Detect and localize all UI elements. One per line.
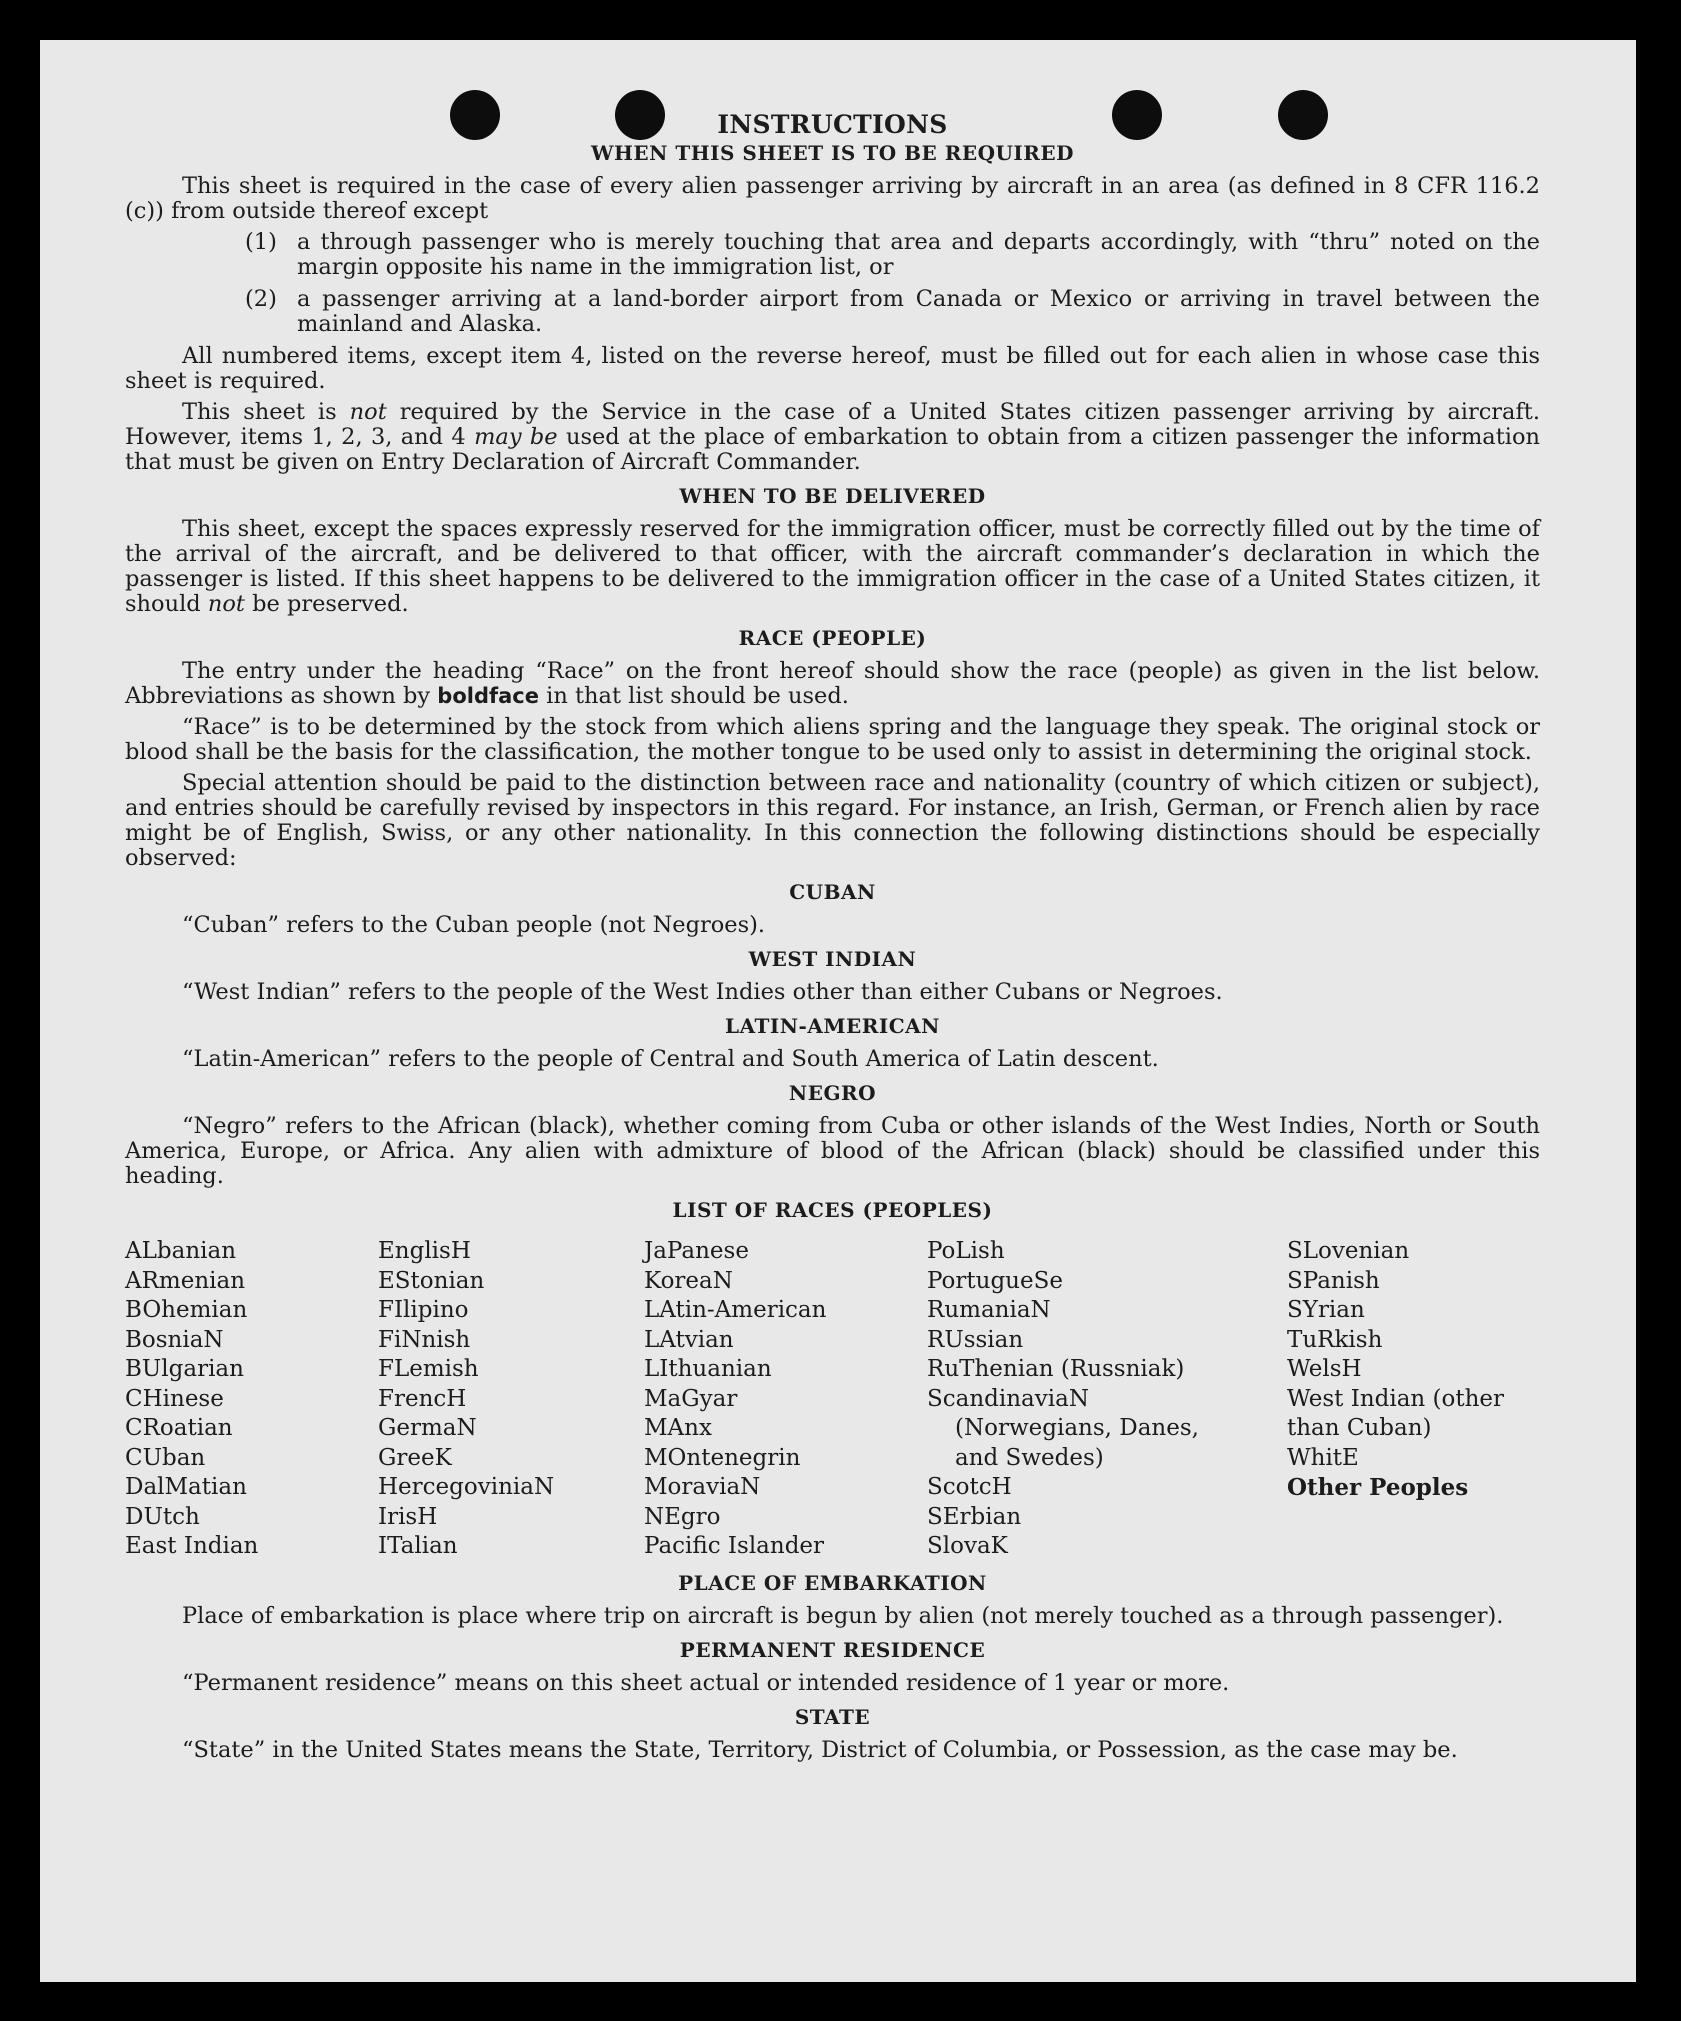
paragraph: “Permanent residence” means on this sheet actual or intended residence of 1 year or more. — [182, 1669, 1230, 1696]
race-item: SYrian — [1287, 1297, 1365, 1323]
race-item: RumaniaN — [927, 1297, 1051, 1323]
paragraph — [125, 659, 1540, 709]
paragraph: “West Indian” refers to the people of the West Indies other than either Cubans or Negroes. — [182, 979, 1223, 1005]
race-item: RuThenian (Russniak) — [927, 1356, 1185, 1382]
paragraph: “State” in the United States means the State, Territory, District of Columbia, or Possession, as the case may be. — [182, 1736, 1458, 1763]
text-run: be preserved. — [244, 591, 409, 617]
race-item: IrisH — [378, 1503, 438, 1530]
section-heading: PERMANENT RESIDENCE — [679, 1637, 986, 1662]
section-heading: LIST OF RACES (PEOPLES) — [672, 1198, 993, 1222]
list-item — [245, 287, 1540, 337]
race-item: LAtvian — [644, 1326, 734, 1353]
race-item: East Indian — [125, 1533, 259, 1559]
race-item: ARmenian — [125, 1267, 246, 1294]
section-heading: PLACE OF EMBARKATION — [678, 1570, 987, 1595]
race-item: CRoatian — [125, 1415, 233, 1441]
race-item: WelsH — [1287, 1356, 1362, 1382]
race-item: MOntenegrin — [644, 1444, 801, 1471]
race-item: WhitE — [1287, 1444, 1359, 1471]
race-list — [125, 1237, 1540, 1562]
item-text: a passenger arriving at a land-border airport from Canada or Mexico or arriving in travel between the mainland and Alaska. — [297, 286, 1540, 337]
race-item: MaGyar — [644, 1385, 738, 1412]
paragraph: Place of embarkation is place where trip on aircraft is begun by alien (not merely touched as a through passenger). — [182, 1602, 1504, 1629]
race-item: SErbian — [927, 1503, 1022, 1530]
race-item: Pacific Islander — [644, 1533, 825, 1559]
race-item: FLemish — [378, 1356, 479, 1382]
race-item: FIlipino — [378, 1297, 469, 1323]
italic-text: not — [349, 399, 387, 425]
race-column — [1287, 1237, 1540, 1562]
text-run: required by the Service in the case of a United States citizen passenger arriving by aircraft. However, items 1, 2, 3, and 4 — [125, 399, 1540, 450]
race-item: GreeK — [378, 1444, 452, 1471]
section-heading: WHEN THIS SHEET IS TO BE REQUIRED — [591, 141, 1074, 165]
race-column — [644, 1237, 927, 1562]
race-item: NEgro — [644, 1503, 721, 1530]
race-item: SPanish — [1287, 1267, 1380, 1294]
document-page — [40, 40, 1636, 1982]
race-item: BosniaN — [125, 1326, 224, 1353]
race-item: SLovenian — [1287, 1238, 1410, 1264]
list-item — [245, 230, 1540, 280]
race-item: DalMatian — [125, 1474, 247, 1500]
race-item: HercegoviniaN — [378, 1474, 555, 1500]
race-item: ITalian — [378, 1533, 458, 1559]
paragraph: “Race” is to be determined by the stock from which aliens spring and the language they speak. The original stock or blood shall be the basis for the classification, the mother tongue to be used only to assist in determining the original stock. — [125, 714, 1540, 765]
race-item: Other Peoples — [1287, 1474, 1469, 1501]
race-item: KoreaN — [644, 1267, 733, 1294]
text-run: used at the place of embarkation to obtain from a citizen passenger the information that must be given on Entry Declaration of Aircraft Commander. — [125, 424, 1540, 475]
race-item: EStonian — [378, 1267, 485, 1294]
italic-text: may be — [474, 424, 558, 450]
race-item: DUtch — [125, 1503, 200, 1530]
race-item: CUban — [125, 1444, 206, 1471]
race-item: MAnx — [644, 1415, 712, 1441]
paragraph: All numbered items, except item 4, listed on the reverse hereof, must be filled out for each alien in whose case this sheet is required. — [125, 343, 1540, 394]
paragraph: “Latin-American” refers to the people of Central and South America of Latin descent. — [182, 1046, 1159, 1072]
race-item: BOhemian — [125, 1297, 248, 1323]
race-item: ScotcH — [927, 1474, 1012, 1500]
page-title: INSTRUCTIONS — [717, 110, 948, 139]
paragraph: This sheet is required in the case of every alien passenger arriving by aircraft in an area (as defined in 8 CFR 116.2 (c)) from outside thereof except — [125, 173, 1540, 224]
race-item: EnglisH — [378, 1238, 471, 1264]
race-item: FrencH — [378, 1385, 467, 1412]
race-item: JaPanese — [644, 1238, 749, 1264]
section-heading: NEGRO — [788, 1081, 877, 1105]
text-run: This sheet is — [182, 399, 350, 425]
section-heading: WHEN TO BE DELIVERED — [679, 484, 986, 508]
item-number: (2) — [245, 286, 277, 312]
race-item: MoraviaN — [644, 1474, 761, 1500]
section-heading: RACE (PEOPLE) — [738, 626, 927, 650]
race-item: FiNnish — [378, 1326, 471, 1353]
section-heading: STATE — [794, 1704, 871, 1729]
race-item: RUssian — [927, 1326, 1024, 1353]
text-run: This sheet, except the spaces expressly reserved for the immigration officer, must be correctly filled out by the time of the arrival of the aircraft, and be delivered to that officer, with the aircraft commander’s declaration in which the passenger is listed. If this sheet happens to be delivered to the immigration officer in the case of a United States citizen, it should — [125, 516, 1540, 617]
bold-text: boldface — [437, 684, 539, 708]
section-heading: WEST INDIAN — [748, 947, 917, 971]
race-item: GermaN — [378, 1415, 477, 1441]
italic-text: not — [207, 591, 245, 617]
text-run: The entry under the heading “Race” on the front hereof should show the race (people) as given in the list below. Abbreviations as shown by — [125, 658, 1540, 709]
paragraph: “Cuban” refers to the Cuban people (not Negroes). — [182, 912, 766, 938]
paragraph: “Negro” refers to the African (black), whether coming from Cuba or other islands of the West Indies, North or South America, Europe, or Africa. Any alien with admixture of blood of the African (black) should be classified under this heading. — [125, 1113, 1540, 1189]
race-item: BUlgarian — [125, 1356, 244, 1382]
race-item: West Indian (other than Cuban) — [1287, 1385, 1505, 1441]
text-run: in that list should be used. — [539, 683, 849, 709]
race-item: SlovaK — [927, 1533, 1008, 1559]
race-item: ALbanian — [125, 1238, 237, 1264]
item-number: (1) — [245, 229, 277, 255]
race-item: PortugueSe — [927, 1267, 1063, 1294]
race-item: LAtin-American — [644, 1297, 827, 1323]
race-item: CHinese — [125, 1385, 224, 1412]
paragraph — [125, 517, 1540, 617]
race-item: ScandinaviaN (Norwegians, Danes, and Swedes) — [927, 1385, 1199, 1471]
paragraph: Special attention should be paid to the distinction between race and nationality (country of which citizen or subject), and entries should be carefully revised by inspectors in this regard. For instance, an Irish, German, or French alien by race might be of English, Swiss, or any other nationality. In this connection the following distinctions should be especially observed: — [125, 770, 1540, 871]
instructions-body — [125, 112, 1540, 1769]
race-item: LIthuanian — [644, 1356, 772, 1382]
race-item: PoLish — [927, 1238, 1005, 1264]
race-column — [125, 1237, 378, 1562]
race-column — [378, 1237, 644, 1562]
paragraph — [125, 400, 1540, 475]
race-column — [927, 1237, 1287, 1562]
item-text: a through passenger who is merely touching that area and departs accordingly, with “thru” noted on the margin opposite his name in the immigration list, or — [297, 229, 1540, 280]
race-item: TuRkish — [1287, 1326, 1383, 1353]
section-heading: CUBAN — [789, 880, 876, 904]
section-heading: LATIN-AMERICAN — [725, 1014, 940, 1038]
